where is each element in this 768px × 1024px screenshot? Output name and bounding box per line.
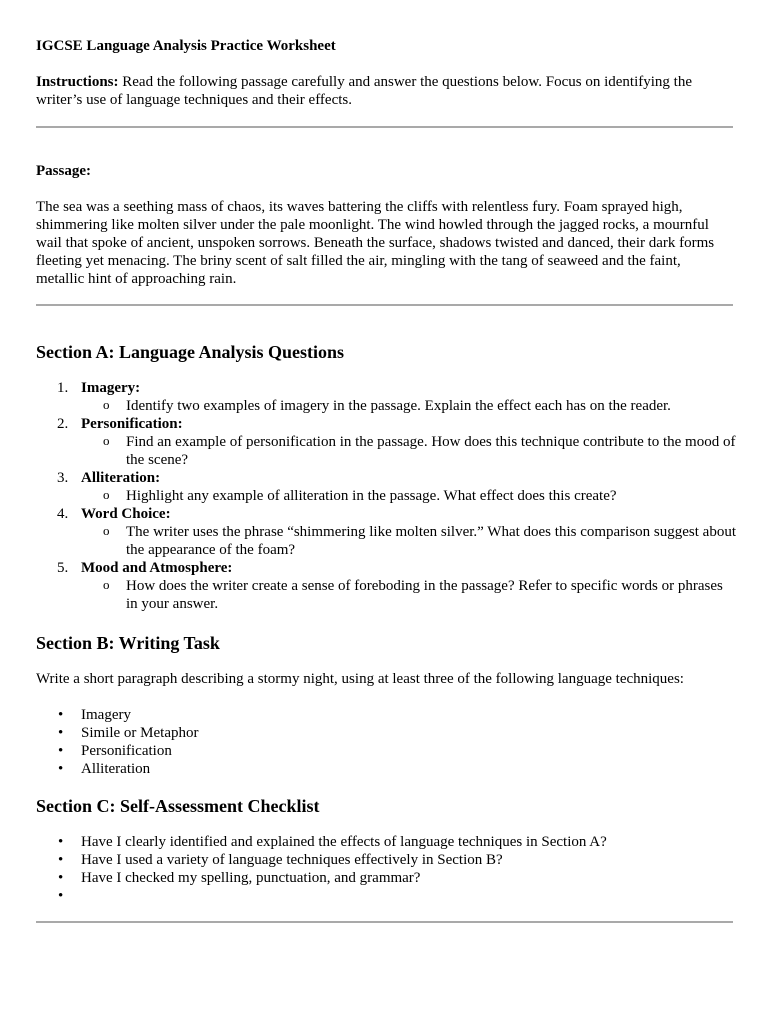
- question-number: 5.: [57, 560, 69, 576]
- checklist: [36, 833, 607, 905]
- list-item: [36, 724, 198, 742]
- list-item-text: Alliteration: [81, 761, 151, 777]
- disc-bullet-icon: •: [58, 761, 64, 777]
- passage-text: The sea was a seething mass of chaos, its waves battering the cliffs with relentless fury. Foam sprayed high, shimmering like molten silver under the pale moonlight. The wind howled through the jagged rocks, a mournful wail that spoke of ancient, unspoken sorrows. Beneath the surface, shadows twisted and danced, their dark forms fleeting yet menacing. The briny scent of salt filled the air, mingling with the tang of seaweed and the faint, metallic hint of approaching rain.: [36, 199, 715, 287]
- question-item: [36, 379, 736, 415]
- question-label: Personification:: [81, 416, 183, 432]
- disc-bullet-icon: •: [58, 743, 64, 759]
- worksheet-title: IGCSE Language Analysis Practice Worksheet: [36, 38, 336, 54]
- question-item: [36, 415, 736, 469]
- disc-bullet-icon: •: [58, 870, 64, 886]
- section-c-heading: Section C: Self-Assessment Checklist: [36, 796, 320, 816]
- checklist-item-text: Have I checked my spelling, punctuation, and grammar?: [81, 870, 421, 886]
- writing-task-text: Write a short paragraph describing a stormy night, using at least three of the following language techniques:: [36, 671, 684, 687]
- question-item: [36, 559, 736, 613]
- question-prompt: [81, 487, 736, 505]
- checklist-item-text: Have I clearly identified and explained the effects of language techniques in Section A?: [81, 834, 607, 850]
- question-label: Alliteration:: [81, 470, 161, 486]
- disc-bullet-icon: •: [58, 834, 64, 850]
- question-number: 1.: [57, 380, 69, 396]
- question-number: 4.: [57, 506, 69, 522]
- question-number: 3.: [57, 470, 69, 486]
- checklist-item: [36, 887, 607, 905]
- hollow-circle-bullet-icon: o: [103, 523, 110, 538]
- checklist-item: [36, 869, 607, 887]
- techniques-list: [36, 706, 198, 778]
- section-a-heading: Section A: Language Analysis Questions: [36, 342, 345, 362]
- disc-bullet-icon: •: [58, 852, 64, 868]
- hollow-circle-bullet-icon: o: [103, 397, 110, 412]
- question-label: Mood and Atmosphere:: [81, 560, 233, 576]
- question-number: 2.: [57, 416, 69, 432]
- hollow-circle-bullet-icon: o: [103, 433, 110, 448]
- question-label: Imagery:: [81, 380, 141, 396]
- question-prompt: [81, 577, 736, 613]
- list-item: [36, 742, 198, 760]
- list-item: [36, 706, 198, 724]
- question-prompt-text: Identify two examples of imagery in the passage. Explain the effect each has on the reader.: [126, 398, 671, 414]
- question-prompt-text: Highlight any example of alliteration in the passage. What effect does this create?: [126, 488, 617, 504]
- instructions: [36, 73, 716, 109]
- list-item-text: Simile or Metaphor: [81, 725, 199, 741]
- question-prompt: [81, 397, 736, 415]
- question-item: [36, 469, 736, 505]
- question-prompt: [81, 523, 736, 559]
- hollow-circle-bullet-icon: o: [103, 577, 110, 592]
- section-b-heading: Section B: Writing Task: [36, 633, 220, 653]
- list-item-text: Personification: [81, 743, 172, 759]
- checklist-item: [36, 851, 607, 869]
- instructions-text: Read the following passage carefully and answer the questions below. Focus on identifying the writer’s use of language techniques and their effects.: [36, 74, 692, 108]
- section-a-question-list: [36, 379, 736, 613]
- disc-bullet-icon: •: [58, 888, 64, 904]
- question-prompt: [81, 433, 736, 469]
- divider: [36, 921, 733, 923]
- checklist-item: [36, 833, 607, 851]
- question-prompt-text: The writer uses the phrase “shimmering like molten silver.” What does this comparison suggest about the appearance of the foam?: [126, 524, 737, 558]
- disc-bullet-icon: •: [58, 725, 64, 741]
- divider: [36, 126, 733, 128]
- hollow-circle-bullet-icon: o: [103, 487, 110, 502]
- question-prompt-text: Find an example of personification in the passage. How does this technique contribute to the mood of the scene?: [126, 434, 736, 468]
- question-label: Word Choice:: [81, 506, 171, 522]
- disc-bullet-icon: •: [58, 707, 64, 723]
- list-item: [36, 760, 198, 778]
- divider: [36, 304, 733, 306]
- instructions-label: Instructions:: [36, 74, 119, 90]
- question-item: [36, 505, 736, 559]
- checklist-item-text: Have I used a variety of language techniques effectively in Section B?: [81, 852, 503, 868]
- question-prompt-text: How does the writer create a sense of foreboding in the passage? Refer to specific words or phrases in your answer.: [126, 578, 723, 612]
- passage-label: Passage:: [36, 163, 91, 179]
- list-item-text: Imagery: [81, 707, 131, 723]
